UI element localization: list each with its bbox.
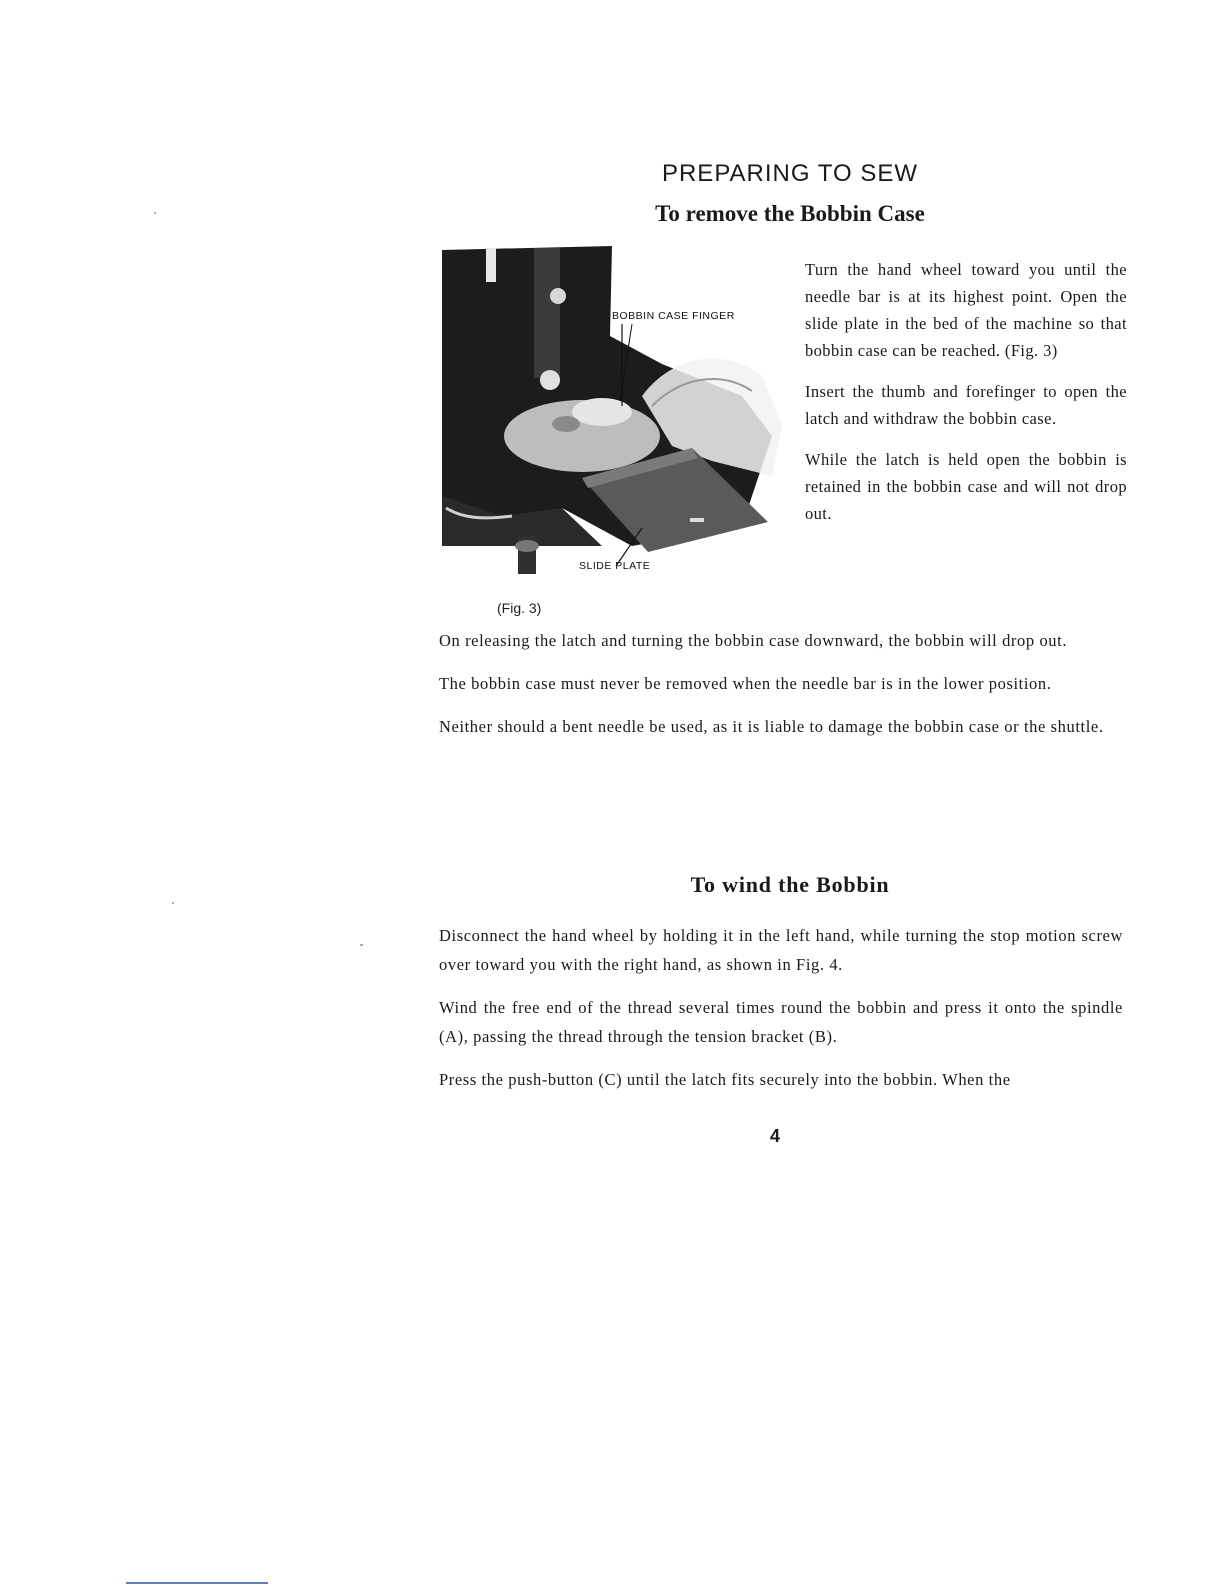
page-number: 4 (769, 1126, 780, 1146)
scan-speck (154, 212, 156, 214)
section-title-remove-bobbin-case: To remove the Bobbin Case (655, 201, 925, 226)
paragraph: The bobbin case must never be removed when the needle bar is in the lower position. (439, 674, 1052, 693)
page-title: PREPARING TO SEW (661, 160, 919, 187)
bobbin-case-illustration (442, 246, 782, 586)
label-bobbin-case-finger: BOBBIN CASE FINGER (612, 310, 735, 322)
paragraph: Press the push-button (C) until the latch fits securely into the bobbin. When the (439, 1070, 1011, 1089)
scan-speck (172, 902, 174, 904)
paragraph: While the latch is held open the bobbin is retained in the bobbin case and will not drop out. (805, 450, 1127, 523)
wind-bobbin-text-block (439, 921, 1123, 1108)
paragraph: Disconnect the hand wheel by holding it in the left hand, while turning the stop motion screw over toward you with the right hand, as shown in Fig. 4. (439, 926, 1123, 974)
paragraph: On releasing the latch and turning the bobbin case downward, the bobbin will drop out. (439, 631, 1068, 650)
side-text-column (805, 256, 1127, 541)
label-slide-plate: SLIDE PLATE (579, 560, 651, 572)
figure-caption: (Fig. 3) (497, 600, 542, 616)
paragraph: Neither should a bent needle be used, as it is liable to damage the bobbin case or the shuttle. (439, 717, 1104, 736)
section-title-wind-bobbin: To wind the Bobbin (690, 872, 890, 897)
figure-3-sewing-machine-photo (442, 246, 782, 586)
paragraph: Turn the hand wheel toward you until the needle bar is at its highest point. Open the slide plate in the bed of the machine so that bobbin case can be reached. (Fig. 3) (805, 260, 1127, 360)
body-text-block (439, 626, 1123, 755)
scan-speck (360, 944, 363, 946)
paragraph: Wind the free end of the thread several times round the bobbin and press it onto the spindle (A), passing the thread through the tension bracket (B). (439, 998, 1123, 1046)
paragraph: Insert the thumb and forefinger to open the latch and withdraw the bobbin case. (805, 382, 1127, 428)
